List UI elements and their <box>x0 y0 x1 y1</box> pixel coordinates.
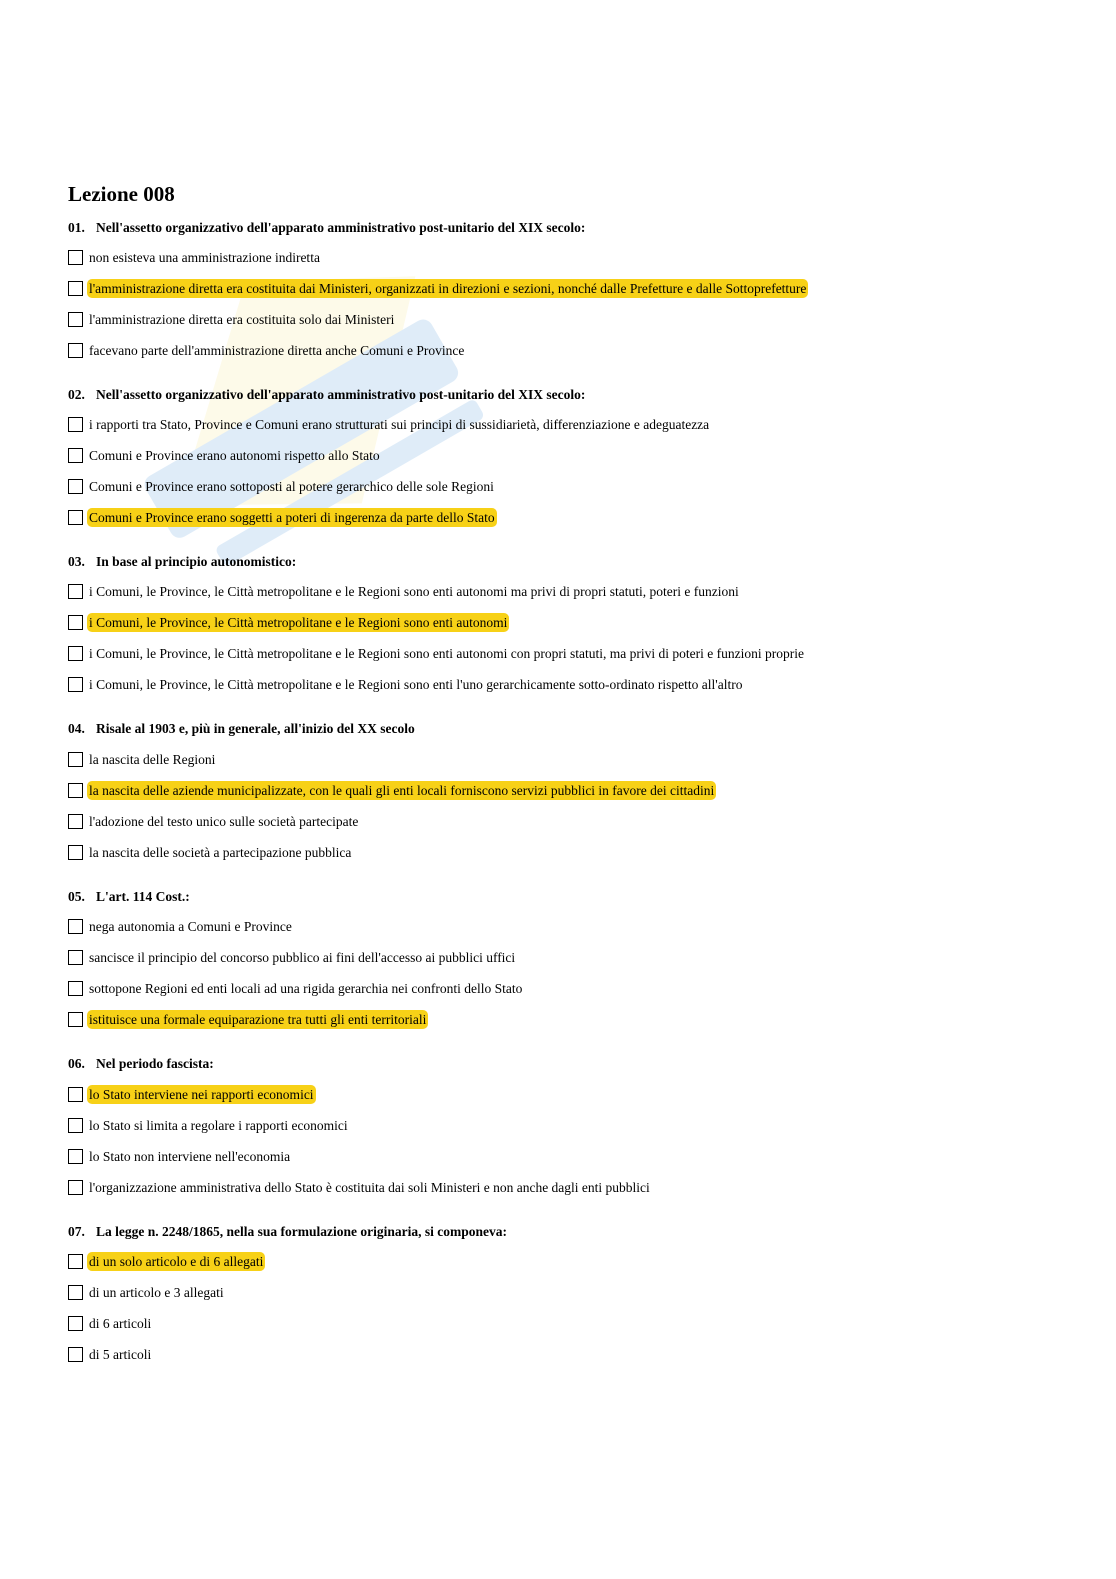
checkbox[interactable] <box>68 950 83 965</box>
question-number: 05. <box>68 889 85 904</box>
question-01 <box>68 219 585 237</box>
checkbox[interactable] <box>68 1347 83 1362</box>
question-text: In base al principio autonomistico: <box>96 554 297 569</box>
answer-text: i rapporti tra Stato, Province e Comuni erano strutturati sui principi di sussidiarietà, differenziazione e adeguatezza <box>89 416 710 432</box>
checkbox[interactable] <box>68 479 83 494</box>
answer-text: nega autonomia a Comuni e Province <box>89 918 292 934</box>
answer-option-correct[interactable] <box>68 1084 316 1104</box>
answer-text: sottopone Regioni ed enti locali ad una rigida gerarchia nei confronti dello Stato <box>89 980 523 996</box>
answer-text: l'adozione del testo unico sulle società partecipate <box>89 813 359 829</box>
checkbox[interactable] <box>68 417 83 432</box>
question-06 <box>68 1055 214 1073</box>
answer-option[interactable] <box>68 916 294 936</box>
question-04 <box>68 720 415 738</box>
answer-text: sancisce il principio del concorso pubblico ai fini dell'accesso ai pubblici uffici <box>89 949 516 965</box>
checkbox[interactable] <box>68 845 83 860</box>
answer-text: di 5 articoli <box>89 1346 152 1362</box>
question-02 <box>68 386 585 404</box>
answer-option[interactable] <box>68 1282 226 1302</box>
answer-option[interactable] <box>68 978 524 998</box>
answer-text-highlighted: lo Stato interviene nei rapporti economici <box>89 1086 314 1102</box>
answer-option[interactable] <box>68 1313 153 1333</box>
question-number: 06. <box>68 1056 85 1071</box>
checkbox[interactable] <box>68 281 83 296</box>
checkbox[interactable] <box>68 250 83 265</box>
checkbox[interactable] <box>68 1087 83 1102</box>
checkbox[interactable] <box>68 646 83 661</box>
checkbox[interactable] <box>68 510 83 525</box>
checkbox[interactable] <box>68 584 83 599</box>
answer-option[interactable] <box>68 749 217 769</box>
answer-option[interactable] <box>68 309 396 329</box>
answer-text: non esisteva una amministrazione indiretta <box>89 249 320 265</box>
answer-option[interactable] <box>68 340 466 360</box>
question-05 <box>68 888 190 906</box>
checkbox[interactable] <box>68 1012 83 1027</box>
question-text: La legge n. 2248/1865, nella sua formulazione originaria, si componeva: <box>96 1224 507 1239</box>
answer-text-highlighted: i Comuni, le Province, le Città metropolitane e le Regioni sono enti autonomi <box>89 614 508 630</box>
checkbox[interactable] <box>68 1316 83 1331</box>
checkbox[interactable] <box>68 677 83 692</box>
question-number: 03. <box>68 554 85 569</box>
answer-option[interactable] <box>68 1177 652 1197</box>
checkbox[interactable] <box>68 1180 83 1195</box>
answer-text-highlighted: istituisce una formale equiparazione tra tutti gli enti territoriali <box>89 1011 427 1027</box>
answer-text: la nascita delle società a partecipazione pubblica <box>89 844 352 860</box>
answer-text: i Comuni, le Province, le Città metropolitane e le Regioni sono enti autonomi ma privi di propri statuti, poteri e funzioni <box>89 583 739 599</box>
question-07 <box>68 1223 507 1241</box>
answer-option[interactable] <box>68 1146 292 1166</box>
question-text: Risale al 1903 e, più in generale, all'inizio del XX secolo <box>96 721 415 736</box>
answer-option[interactable] <box>68 476 496 496</box>
answer-option[interactable] <box>68 247 322 267</box>
question-03 <box>68 553 296 571</box>
question-text: Nel periodo fascista: <box>96 1056 214 1071</box>
answer-option[interactable] <box>68 1115 350 1135</box>
answer-option[interactable] <box>68 414 711 434</box>
answer-text: la nascita delle Regioni <box>89 751 216 767</box>
question-number: 04. <box>68 721 85 736</box>
question-text: L'art. 114 Cost.: <box>96 889 190 904</box>
answer-option[interactable] <box>68 1344 153 1364</box>
checkbox[interactable] <box>68 752 83 767</box>
answer-text: di un articolo e 3 allegati <box>89 1284 224 1300</box>
checkbox[interactable] <box>68 1254 83 1269</box>
answer-option[interactable] <box>68 947 517 967</box>
answer-text-highlighted: l'amministrazione diretta era costituita dai Ministeri, organizzati in direzioni e sezioni, nonché dalle Prefetture e dalle Sottoprefetture <box>89 280 807 296</box>
question-text: Nell'assetto organizzativo dell'apparato amministrativo post-unitario del XIX secolo: <box>96 220 586 235</box>
checkbox[interactable] <box>68 312 83 327</box>
answer-text-highlighted: Comuni e Province erano soggetti a poteri di ingerenza da parte dello Stato <box>89 509 495 525</box>
answer-option-correct[interactable] <box>68 612 509 632</box>
checkbox[interactable] <box>68 919 83 934</box>
answer-text: Comuni e Province erano autonomi rispetto allo Stato <box>89 447 380 463</box>
answer-text-highlighted: di un solo articolo e di 6 allegati <box>89 1253 264 1269</box>
answer-text: di 6 articoli <box>89 1315 152 1331</box>
answer-text: lo Stato non interviene nell'economia <box>89 1148 291 1164</box>
answer-text-highlighted: la nascita delle aziende municipalizzate, con le quali gli enti locali forniscono servizi pubblici in favore dei cittadini <box>89 782 715 798</box>
answer-text: facevano parte dell'amministrazione diretta anche Comuni e Province <box>89 342 465 358</box>
answer-option[interactable] <box>68 674 744 694</box>
checkbox[interactable] <box>68 1118 83 1133</box>
answer-text: Comuni e Province erano sottoposti al potere gerarchico delle sole Regioni <box>89 478 494 494</box>
answer-option[interactable] <box>68 581 741 601</box>
answer-option-correct[interactable] <box>68 278 808 298</box>
answer-option-correct[interactable] <box>68 507 497 527</box>
checkbox[interactable] <box>68 1285 83 1300</box>
answer-option[interactable] <box>68 811 360 831</box>
question-number: 02. <box>68 387 85 402</box>
answer-option[interactable] <box>68 842 353 862</box>
checkbox[interactable] <box>68 448 83 463</box>
answer-text: lo Stato si limita a regolare i rapporti economici <box>89 1117 348 1133</box>
question-number: 01. <box>68 220 85 235</box>
answer-option-correct[interactable] <box>68 1009 428 1029</box>
checkbox[interactable] <box>68 1149 83 1164</box>
answer-option-correct[interactable] <box>68 780 716 800</box>
checkbox[interactable] <box>68 814 83 829</box>
answer-option[interactable] <box>68 445 382 465</box>
answer-text: l'amministrazione diretta era costituita solo dai Ministeri <box>89 311 395 327</box>
answer-text: i Comuni, le Province, le Città metropolitane e le Regioni sono enti l'uno gerarchicamente sotto-ordinato rispetto all'altro <box>89 676 743 692</box>
answer-option-correct[interactable] <box>68 1251 265 1271</box>
answer-option[interactable] <box>68 643 806 663</box>
question-number: 07. <box>68 1224 85 1239</box>
checkbox[interactable] <box>68 783 83 798</box>
checkbox[interactable] <box>68 615 83 630</box>
checkbox[interactable] <box>68 981 83 996</box>
answer-text: i Comuni, le Province, le Città metropolitane e le Regioni sono enti autonomi con propri statuti, ma privi di poteri e funzioni proprie <box>89 645 804 661</box>
lesson-title: Lezione 008 <box>68 182 175 206</box>
question-text: Nell'assetto organizzativo dell'apparato amministrativo post-unitario del XIX secolo: <box>96 387 586 402</box>
checkbox[interactable] <box>68 343 83 358</box>
answer-text: l'organizzazione amministrativa dello Stato è costituita dai soli Ministeri e non anche dagli enti pubblici <box>89 1179 650 1195</box>
